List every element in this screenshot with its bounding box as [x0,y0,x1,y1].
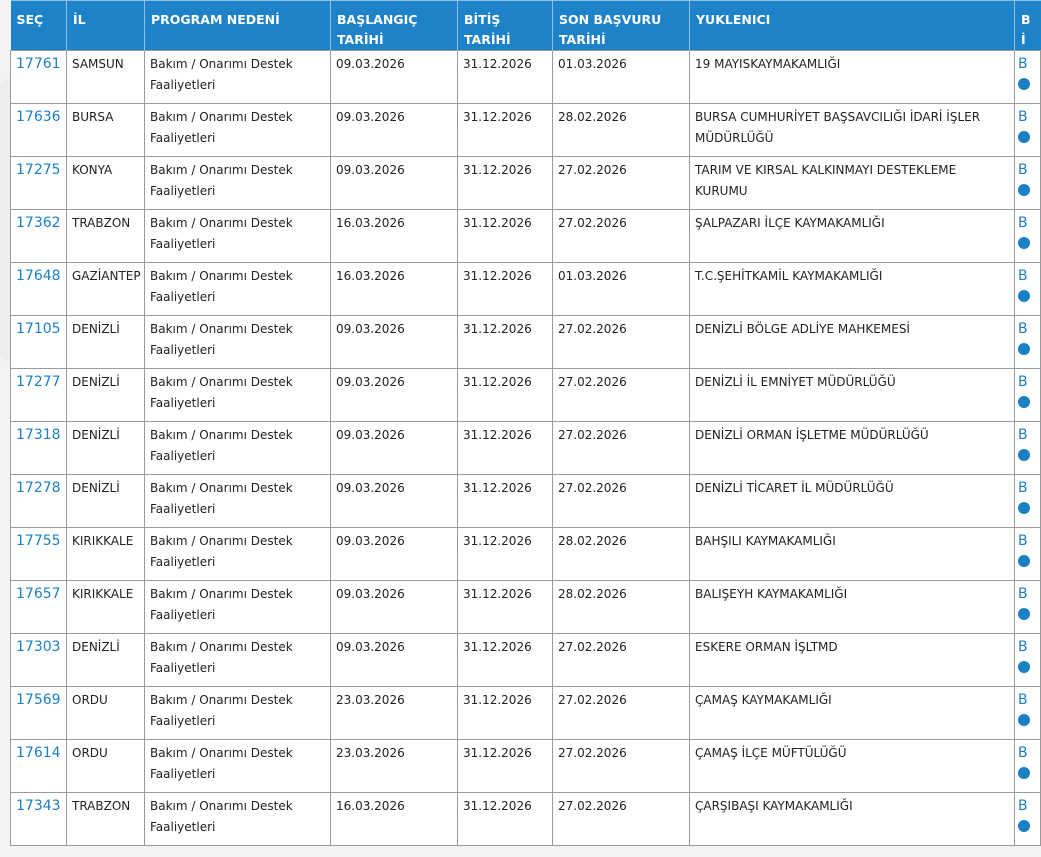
cell-bitis: 31.12.2026 [458,210,553,263]
table-row[interactable] [11,634,1041,687]
table-row[interactable] [11,104,1041,157]
record-id-link[interactable]: 17343 [16,798,61,814]
cell-program: Bakım / Onarımı Destek Faaliyetleri [145,51,331,104]
cell-baslangic: 23.03.2026 [331,740,458,793]
cell-yuklenici: T.C.ŞEHİTKAMİL KAYMAKAMLIĞI [690,263,1015,316]
table-row[interactable] [11,316,1041,369]
cell-son-basvuru: 01.03.2026 [553,51,690,104]
header-son-basvuru[interactable] [553,1,690,51]
extra-link[interactable]: B [1018,692,1028,708]
cell-program: Bakım / Onarımı Destek Faaliyetleri [145,581,331,634]
cell-bitis: 31.12.2026 [458,687,553,740]
cell-baslangic: 23.03.2026 [331,687,458,740]
record-id-link[interactable]: 17614 [16,745,61,761]
cell-yuklenici: DENİZLİ TİCARET İL MÜDÜRLÜĞÜ [690,475,1015,528]
cell-baslangic: 09.03.2026 [331,475,458,528]
cell-extra[interactable] [1015,422,1041,475]
cell-program: Bakım / Onarımı Destek Faaliyetleri [145,104,331,157]
extra-link[interactable]: B [1018,480,1028,496]
cell-il: TRABZON [67,793,145,846]
extra-link[interactable]: B [1018,427,1028,443]
cell-baslangic: 09.03.2026 [331,634,458,687]
cell-yuklenici: ÇARŞIBAŞI KAYMAKAMLIĞI [690,793,1015,846]
cell-extra[interactable] [1015,581,1041,634]
extra-link[interactable]: B [1018,215,1028,231]
cell-sec[interactable] [11,422,67,475]
cell-program: Bakım / Onarımı Destek Faaliyetleri [145,422,331,475]
status-dot-icon[interactable] [1018,820,1030,832]
cell-il: SAMSUN [67,51,145,104]
cell-extra[interactable] [1015,316,1041,369]
header-son-basvuru-line1: SON BAŞVURU [559,12,662,27]
extra-link[interactable]: B [1018,533,1028,549]
status-dot-icon[interactable] [1018,502,1030,514]
cell-program: Bakım / Onarımı Destek Faaliyetleri [145,316,331,369]
record-id-link[interactable]: 17569 [16,692,61,708]
cell-yuklenici: ÇAMAŞ KAYMAKAMLIĞI [690,687,1015,740]
table-body [11,51,1041,846]
cell-baslangic: 09.03.2026 [331,581,458,634]
cell-extra[interactable] [1015,475,1041,528]
status-dot-icon[interactable] [1018,184,1030,196]
cell-il: DENİZLİ [67,316,145,369]
cell-extra[interactable] [1015,740,1041,793]
status-dot-icon[interactable] [1018,396,1030,408]
extra-link[interactable]: B [1018,321,1028,337]
cell-bitis: 31.12.2026 [458,793,553,846]
cell-program: Bakım / Onarımı Destek Faaliyetleri [145,369,331,422]
cell-il: DENİZLİ [67,422,145,475]
record-id-link[interactable]: 17105 [16,321,61,337]
cell-il: BURSA [67,104,145,157]
header-bitis-line1: BİTİŞ [464,12,501,27]
cell-extra[interactable] [1015,104,1041,157]
cell-yuklenici: ESKERE ORMAN İŞLTMD [690,634,1015,687]
cell-son-basvuru: 27.02.2026 [553,475,690,528]
status-dot-icon[interactable] [1018,661,1030,673]
cell-baslangic: 16.03.2026 [331,263,458,316]
cell-baslangic: 09.03.2026 [331,157,458,210]
cell-baslangic: 09.03.2026 [331,104,458,157]
record-id-link[interactable]: 17636 [16,109,61,125]
cell-extra[interactable] [1015,687,1041,740]
cell-extra[interactable] [1015,51,1041,104]
cell-sec[interactable] [11,475,67,528]
header-extra-line1: B [1021,12,1031,27]
record-id-link[interactable]: 17278 [16,480,61,496]
status-dot-icon[interactable] [1018,131,1030,143]
extra-link[interactable]: B [1018,374,1028,390]
table-row[interactable] [11,422,1041,475]
record-id-link[interactable]: 17362 [16,215,61,231]
cell-son-basvuru: 27.02.2026 [553,740,690,793]
cell-il: DENİZLİ [67,634,145,687]
cell-baslangic: 09.03.2026 [331,51,458,104]
status-dot-icon[interactable] [1018,237,1030,249]
table-row[interactable] [11,687,1041,740]
cell-il: TRABZON [67,210,145,263]
table-header-row [11,1,1041,51]
cell-sec[interactable] [11,51,67,104]
cell-sec[interactable] [11,793,67,846]
cell-son-basvuru: 27.02.2026 [553,634,690,687]
cell-bitis: 31.12.2026 [458,475,553,528]
table-row[interactable] [11,581,1041,634]
header-yuklenici[interactable] [690,1,1015,51]
cell-il: KIRIKKALE [67,581,145,634]
cell-program: Bakım / Onarımı Destek Faaliyetleri [145,634,331,687]
cell-bitis: 31.12.2026 [458,369,553,422]
cell-extra[interactable] [1015,634,1041,687]
cell-program: Bakım / Onarımı Destek Faaliyetleri [145,528,331,581]
header-sec[interactable] [11,1,67,51]
cell-program: Bakım / Onarımı Destek Faaliyetleri [145,740,331,793]
cell-son-basvuru: 27.02.2026 [553,210,690,263]
cell-son-basvuru: 28.02.2026 [553,104,690,157]
status-dot-icon[interactable] [1018,767,1030,779]
extra-link[interactable]: B [1018,586,1028,602]
cell-bitis: 31.12.2026 [458,634,553,687]
cell-program: Bakım / Onarımı Destek Faaliyetleri [145,687,331,740]
cell-son-basvuru: 28.02.2026 [553,581,690,634]
cell-il: DENİZLİ [67,369,145,422]
cell-son-basvuru: 27.02.2026 [553,687,690,740]
header-extra[interactable] [1015,1,1041,51]
cell-extra[interactable] [1015,793,1041,846]
status-dot-icon[interactable] [1018,78,1030,90]
cell-il: KONYA [67,157,145,210]
cell-extra[interactable] [1015,210,1041,263]
extra-link[interactable]: B [1018,162,1028,178]
header-baslangic-line1: BAŞLANGIÇ [337,12,418,27]
extra-link[interactable]: B [1018,268,1028,284]
table-row[interactable] [11,740,1041,793]
cell-program: Bakım / Onarımı Destek Faaliyetleri [145,157,331,210]
cell-sec[interactable] [11,263,67,316]
record-id-link[interactable]: 17761 [16,56,61,72]
cell-sec[interactable] [11,687,67,740]
header-program[interactable] [145,1,331,51]
cell-sec[interactable] [11,528,67,581]
table-row[interactable] [11,528,1041,581]
cell-yuklenici: DENİZLİ ORMAN İŞLETME MÜDÜRLÜĞÜ [690,422,1015,475]
cell-bitis: 31.12.2026 [458,263,553,316]
status-dot-icon[interactable] [1018,290,1030,302]
status-dot-icon[interactable] [1018,714,1030,726]
record-id-link[interactable]: 17303 [16,639,61,655]
cell-bitis: 31.12.2026 [458,422,553,475]
header-bitis[interactable] [458,1,553,51]
cell-program: Bakım / Onarımı Destek Faaliyetleri [145,263,331,316]
record-id-link[interactable]: 17657 [16,586,61,602]
header-extra-line2: İ [1021,32,1026,47]
cell-extra[interactable] [1015,369,1041,422]
cell-il: KIRIKKALE [67,528,145,581]
cell-baslangic: 09.03.2026 [331,316,458,369]
cell-yuklenici: ŞALPAZARI İLÇE KAYMAKAMLIĞI [690,210,1015,263]
header-yuklenici-label: YUKLENICI [696,12,771,27]
cell-son-basvuru: 27.02.2026 [553,369,690,422]
status-dot-icon[interactable] [1018,608,1030,620]
cell-sec[interactable] [11,740,67,793]
cell-yuklenici: DENİZLİ İL EMNİYET MÜDÜRLÜĞÜ [690,369,1015,422]
cell-program: Bakım / Onarımı Destek Faaliyetleri [145,210,331,263]
extra-link[interactable]: B [1018,109,1028,125]
cell-son-basvuru: 27.02.2026 [553,422,690,475]
cell-il: ORDU [67,740,145,793]
cell-il: ORDU [67,687,145,740]
cell-yuklenici: BURSA CUMHURİYET BAŞSAVCILIĞI İDARİ İŞLER MÜDÜRLÜĞÜ [690,104,1015,157]
cell-baslangic: 09.03.2026 [331,528,458,581]
header-sec-label: SEÇ [16,12,44,27]
cell-yuklenici: TARIM VE KIRSAL KALKINMAYI DESTEKLEME KURUMU [690,157,1015,210]
table-row[interactable] [11,157,1041,210]
cell-il: DENİZLİ [67,475,145,528]
record-id-link[interactable]: 17648 [16,268,61,284]
cell-bitis: 31.12.2026 [458,528,553,581]
status-dot-icon[interactable] [1018,343,1030,355]
cell-sec[interactable] [11,369,67,422]
status-dot-icon[interactable] [1018,555,1030,567]
cell-bitis: 31.12.2026 [458,581,553,634]
listing-table-container [10,0,1031,857]
cell-bitis: 31.12.2026 [458,104,553,157]
cell-sec[interactable] [11,316,67,369]
cell-sec[interactable] [11,634,67,687]
cell-son-basvuru: 27.02.2026 [553,157,690,210]
status-dot-icon[interactable] [1018,449,1030,461]
cell-sec[interactable] [11,581,67,634]
header-il-label: İL [73,12,86,27]
cell-program: Bakım / Onarımı Destek Faaliyetleri [145,793,331,846]
cell-yuklenici: ÇAMAŞ İLÇE MÜFTÜLÜĞÜ [690,740,1015,793]
cell-bitis: 31.12.2026 [458,740,553,793]
table-row[interactable] [11,793,1041,846]
extra-link[interactable]: B [1018,798,1028,814]
header-baslangic-line2: TARİHİ [337,32,384,47]
cell-sec[interactable] [11,104,67,157]
listing-table [10,0,1041,846]
cell-sec[interactable] [11,210,67,263]
cell-son-basvuru: 27.02.2026 [553,793,690,846]
record-id-link[interactable]: 17318 [16,427,61,443]
record-id-link[interactable]: 17275 [16,162,61,178]
cell-yuklenici: BALIŞEYH KAYMAKAMLIĞI [690,581,1015,634]
cell-baslangic: 16.03.2026 [331,210,458,263]
extra-link[interactable]: B [1018,639,1028,655]
cell-sec[interactable] [11,157,67,210]
header-bitis-line2: TARİHİ [464,32,511,47]
record-id-link[interactable]: 17755 [16,533,61,549]
cell-yuklenici: DENİZLİ BÖLGE ADLİYE MAHKEMESİ [690,316,1015,369]
record-id-link[interactable]: 17277 [16,374,61,390]
extra-link[interactable]: B [1018,745,1028,761]
table-row[interactable] [11,51,1041,104]
cell-il: GAZİANTEP [67,263,145,316]
header-baslangic[interactable] [331,1,458,51]
header-program-label: PROGRAM NEDENİ [151,12,280,27]
cell-baslangic: 09.03.2026 [331,422,458,475]
cell-extra[interactable] [1015,528,1041,581]
cell-yuklenici: 19 MAYISKAYMAKAMLIĞI [690,51,1015,104]
cell-program: Bakım / Onarımı Destek Faaliyetleri [145,475,331,528]
cell-bitis: 31.12.2026 [458,157,553,210]
cell-extra[interactable] [1015,157,1041,210]
cell-yuklenici: BAHŞILI KAYMAKAMLIĞI [690,528,1015,581]
header-il[interactable] [67,1,145,51]
table-row[interactable] [11,369,1041,422]
cell-baslangic: 09.03.2026 [331,369,458,422]
cell-bitis: 31.12.2026 [458,316,553,369]
table-row[interactable] [11,210,1041,263]
table-row[interactable] [11,475,1041,528]
cell-baslangic: 16.03.2026 [331,793,458,846]
cell-extra[interactable] [1015,263,1041,316]
table-row[interactable] [11,263,1041,316]
extra-link[interactable]: B [1018,56,1028,72]
cell-son-basvuru: 28.02.2026 [553,528,690,581]
cell-son-basvuru: 01.03.2026 [553,263,690,316]
cell-son-basvuru: 27.02.2026 [553,316,690,369]
cell-bitis: 31.12.2026 [458,51,553,104]
header-son-basvuru-line2: TARİHİ [559,32,606,47]
